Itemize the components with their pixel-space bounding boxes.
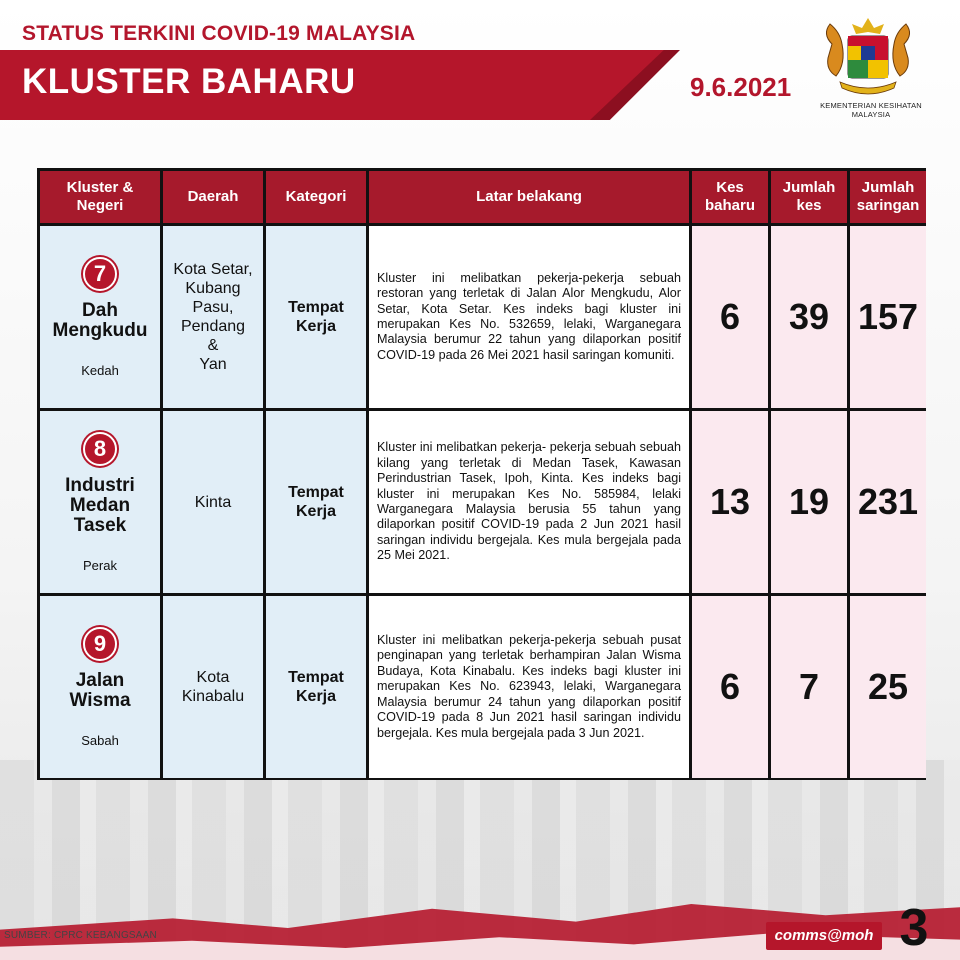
cluster-name: Dah Mengkudu <box>52 299 148 341</box>
comms-tag: comms@moh <box>766 922 882 950</box>
cluster-table <box>37 168 929 781</box>
header-kategori: Kategori <box>266 171 366 223</box>
jumlah-saringan-cell: 231 <box>850 411 926 593</box>
cluster-number-badge: 8 <box>83 432 117 466</box>
jumlah-kes-cell: 39 <box>771 226 847 408</box>
latar-cell: Kluster ini melibatkan pekerja-pekerja sebuah restoran yang terletak di Jalan Alor Mengkudu, Alor Setar, Kota Setar. Kes indeks bagi kluster ini merupakan Kes No. 532659, lelaki, Warganegara Malaysia berumur 22 tahun yang dilaporkan positif COVID-19 pada 26 Mei 2021 hasil saringan komuniti. <box>369 226 689 408</box>
kluster-cell <box>40 226 160 408</box>
kes-baharu-cell: 6 <box>692 226 768 408</box>
daerah-cell: Kinta <box>163 411 263 593</box>
kategori-cell: Tempat Kerja <box>266 226 366 408</box>
latar-cell: Kluster ini melibatkan pekerja- pekerja sebuah sebuah kilang yang terletak di Medan Tasek, Kawasan Perindustrian Tasek, Ipoh, Kinta. Kes indeks bagi kluster ini merupakan Kes No. 585984, lelaki Warganegara Malaysia berusia 55 tahun yang dilaporkan positif COVID-19 pada 2 Jun 2021 hasil saringan individu bergejala. Kes mula bergejala pada 25 Mei 2021. <box>369 411 689 593</box>
kes-baharu-cell: 6 <box>692 596 768 778</box>
header-jumlah-kes: Jumlah kes <box>771 171 847 223</box>
header-kluster: Kluster & Negeri <box>40 171 160 223</box>
page-number: 3 <box>899 899 929 957</box>
cluster-state: Kedah <box>81 362 119 378</box>
table-row <box>40 596 926 778</box>
cluster-name: Jalan Wisma <box>69 669 131 711</box>
date: 9.6.2021 <box>690 72 792 102</box>
header-latar: Latar belakang <box>369 171 689 223</box>
cluster-table-frame <box>37 168 926 780</box>
cluster-name: Industri Medan Tasek <box>65 474 135 536</box>
jumlah-saringan-cell: 25 <box>850 596 926 778</box>
cluster-number-badge: 9 <box>83 627 117 661</box>
daerah-cell: Kota Setar, Kubang Pasu, Pendang & Yan <box>163 226 263 408</box>
cluster-number-badge: 7 <box>83 257 117 291</box>
kategori-cell: Tempat Kerja <box>266 596 366 778</box>
latar-cell: Kluster ini melibatkan pekerja-pekerja sebuah pusat penginapan yang terletak berhampiran Jalan Wisma Budaya, Kota Kinabalu. Kes indeks bagi kluster ini merupakan Kes No. 623943, lelaki, Warganegara Malaysia berumur 24 tahun yang dilaporkan positif COVID-19 pada 8 Jun 2021 hasil saringan individu bergejala. Kes mula bergejala pada 3 Jun 2021. <box>369 596 689 778</box>
header-kes-baharu: Kes baharu <box>692 171 768 223</box>
header-jumlah-saringan: Jumlah saringan <box>850 171 926 223</box>
daerah-cell: Kota Kinabalu <box>163 596 263 778</box>
page-title: KLUSTER BAHARU <box>22 62 356 101</box>
kluster-cell <box>40 596 160 778</box>
jumlah-kes-cell: 7 <box>771 596 847 778</box>
source-label: SUMBER: CPRC KEBANGSAAN <box>4 930 157 941</box>
ministry-label: KEMENTERIAN KESIHATAN MALAYSIA <box>820 101 922 119</box>
malaysia-crest-icon <box>818 14 918 100</box>
kes-baharu-cell: 13 <box>692 411 768 593</box>
header-daerah: Daerah <box>163 171 263 223</box>
table-row <box>40 411 926 593</box>
subtitle: STATUS TERKINI COVID-19 MALAYSIA <box>22 22 416 45</box>
kategori-cell: Tempat Kerja <box>266 411 366 593</box>
jumlah-kes-cell: 19 <box>771 411 847 593</box>
table-header-row <box>40 171 926 223</box>
cluster-state: Sabah <box>81 732 119 748</box>
jumlah-saringan-cell: 157 <box>850 226 926 408</box>
table-row <box>40 226 926 408</box>
cluster-state: Perak <box>83 557 117 573</box>
kluster-cell <box>40 411 160 593</box>
